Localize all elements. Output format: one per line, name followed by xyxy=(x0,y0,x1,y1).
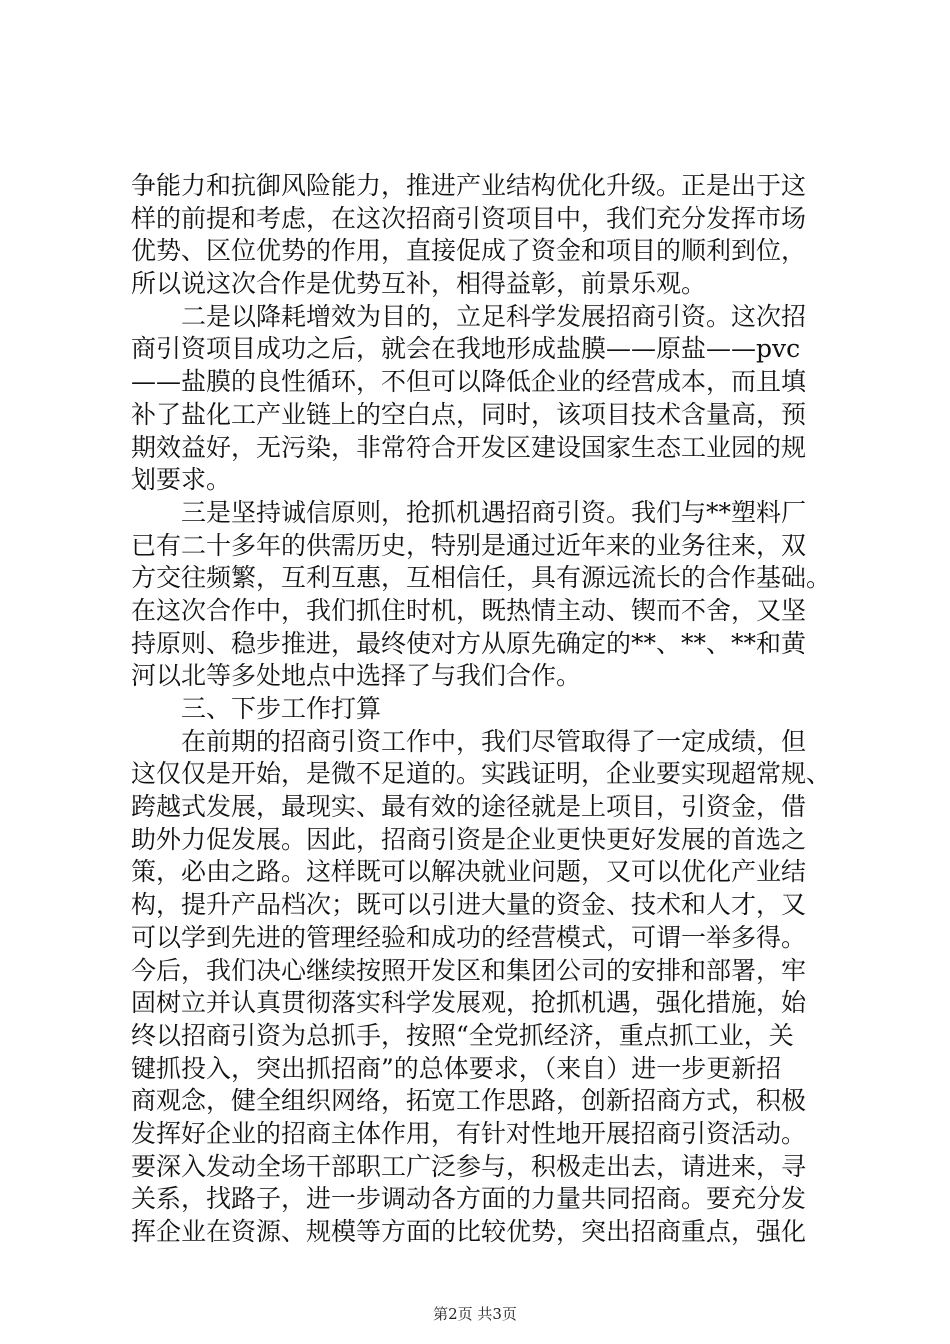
text-line: 策，必由之路。这样既可以解决就业问题，又可以优化产业结 xyxy=(131,857,807,887)
text-line: 挥企业在资源、规模等方面的比较优势，突出招商重点，强化 xyxy=(131,1217,807,1246)
page-footer: 第2页 共3页 xyxy=(433,1305,517,1323)
text-line: 争能力和抗御风险能力，推进产业结构优化升级。正是出于这 xyxy=(131,171,807,200)
text-line: 方交往频繁，互利互惠，互相信任，具有源远流长的合作基础。 xyxy=(131,563,832,593)
text-line: 补了盐化工产业链上的空白点，同时，该项目技术含量高，预 xyxy=(131,399,807,429)
section-heading: 三、下步工作打算 xyxy=(181,694,382,723)
text-line: 发挥好企业的招商主体作用，有针对性地开展招商引资活动。 xyxy=(131,1118,807,1148)
text-line: 键抓投入，突出抓招商”的总体要求，（来自）进一步更新招 xyxy=(131,1053,782,1083)
text-line: 构，提升产品档次；既可以引进大量的资金、技术和人才，又 xyxy=(131,890,807,920)
text-line: 已有二十多年的供需历史，特别是通过近年来的业务往来，双 xyxy=(131,530,807,560)
paragraph-start-line: 二是以降耗增效为目的，立足科学发展招商引资。这次招 xyxy=(181,301,807,331)
text-line: 优势、区位优势的作用，直接促成了资金和项目的顺利到位， xyxy=(131,236,807,266)
text-line: 河以北等多处地点中选择了与我们合作。 xyxy=(131,661,582,691)
text-line: 商观念，健全组织网络，拓宽工作思路，创新招商方式，积极 xyxy=(131,1086,807,1116)
text-line: 期效益好，无污染，非常符合开发区建设国家生态工业园的规 xyxy=(131,432,807,462)
text-line: 划要求。 xyxy=(131,465,232,495)
text-line: 持原则、稳步推进，最终使对方从原先确定的**、**、**和黄 xyxy=(131,628,807,658)
text-line: 固树立并认真贯彻落实科学发展观，抢抓机遇，强化措施，始 xyxy=(131,988,807,1018)
text-line: 这仅仅是开始，是微不足道的。实践证明，企业要实现超常规、 xyxy=(131,759,832,789)
text-line: 终以招商引资为总抓手，按照“全党抓经济，重点抓工业，关 xyxy=(131,1020,794,1050)
document-body xyxy=(131,170,831,1249)
text-line: 跨越式发展，最现实、最有效的途径就是上项目，引资金，借 xyxy=(131,792,807,822)
text-line: 样的前提和考虑，在这次招商引资项目中，我们充分发挥市场 xyxy=(131,203,807,233)
text-line: 助外力促发展。因此，招商引资是企业更快更好发展的首选之 xyxy=(131,824,807,854)
text-line: 今后，我们决心继续按照开发区和集团公司的安排和部署，牢 xyxy=(131,955,807,985)
text-line: 要深入发动全场干部职工广泛参与，积极走出去，请进来，寻 xyxy=(131,1151,807,1181)
text-line: 关系，找路子，进一步调动各方面的力量共同招商。要充分发 xyxy=(131,1184,807,1214)
text-line: 可以学到先进的管理经验和成功的经营模式，可谓一举多得。 xyxy=(131,922,807,952)
paragraph-start-line: 在前期的招商引资工作中，我们尽管取得了一定成绩，但 xyxy=(181,726,807,756)
paragraph-start-line: 三是坚持诚信原则，抢抓机遇招商引资。我们与**塑料厂 xyxy=(181,497,807,527)
text-line: 商引资项目成功之后，就会在我地形成盐膜——原盐——pvc xyxy=(131,334,801,364)
text-line: ——盐膜的良性循环，不但可以降低企业的经营成本，而且填 xyxy=(131,367,807,397)
text-line: 所以说这次合作是优势互补，相得益彰，前景乐观。 xyxy=(131,269,707,299)
text-line: 在这次合作中，我们抓住时机，既热情主动、锲而不舍，又坚 xyxy=(131,595,807,625)
